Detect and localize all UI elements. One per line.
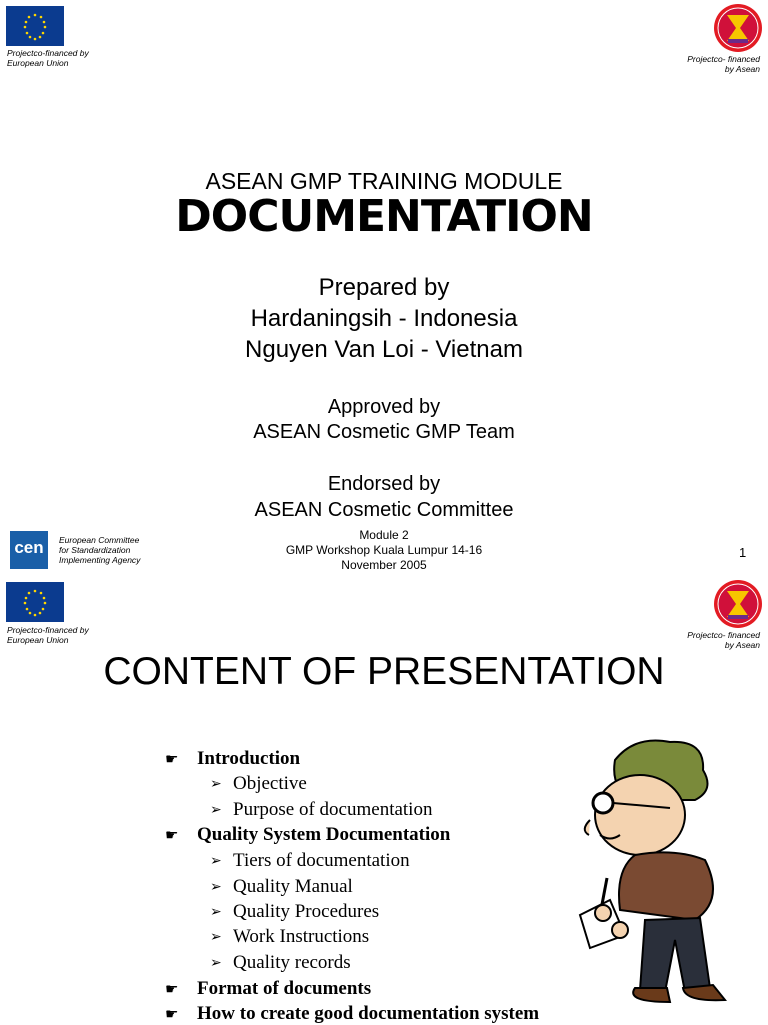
list-item: Quality System Documentation [197,824,451,845]
list-item: How to create good documentation system [197,1003,540,1024]
page-number: 1 [739,545,747,560]
asean-caption: Projectco- financed by Asean [687,54,760,74]
arrow-bullet-icon: ➢ [210,878,222,894]
eu-caption: Projectco-financed by European Union [7,48,89,68]
cartoon-character-illustration [575,730,735,1015]
asean-logo-icon [713,3,763,58]
sub-list-item: Quality Procedures [233,901,380,922]
sub-list-item: Purpose of documentation [233,799,433,820]
pointing-hand-bullet-icon: ☛ [165,981,179,998]
sub-list-item: Quality records [233,952,351,973]
slide-footer: Module 2 GMP Workshop Kuala Lumpur 14-16 November 2005 [285,528,483,572]
list-item: Format of documents [197,978,372,999]
arrow-bullet-icon: ➢ [210,928,222,944]
cen-caption: European Committee for Standardization Implementing Agency [59,535,141,565]
arrow-bullet-icon: ➢ [210,852,222,868]
sub-list-item: Quality Manual [233,876,353,897]
pointing-hand-bullet-icon: ☛ [165,751,179,768]
pointing-hand-bullet-icon: ☛ [165,1006,179,1023]
sub-list-item: Work Instructions [233,926,370,947]
asean-logo-icon [713,579,763,634]
arrow-bullet-icon: ➢ [210,775,222,791]
eu-caption: Projectco-financed by European Union [7,625,89,645]
eu-flag-icon [6,6,64,46]
sub-list-item: Tiers of documentation [233,850,410,871]
arrow-bullet-icon: ➢ [210,801,222,817]
slide-title: CONTENT OF PRESENTATION [103,650,665,693]
approved-by: Approved by ASEAN Cosmetic GMP Team [253,396,515,443]
page-title: DOCUMENTATION [175,191,593,242]
sub-list-item: Objective [233,773,307,794]
cen-logo-icon: cen [10,531,48,569]
list-item: Introduction [197,748,301,769]
pointing-hand-bullet-icon: ☛ [165,827,179,844]
module-title: ASEAN GMP TRAINING MODULE [205,168,563,194]
asean-caption: Projectco- financed by Asean [687,630,760,650]
endorsed-by: Endorsed by ASEAN Cosmetic Committee [254,473,514,521]
prepared-by: Prepared by Hardaningsih - Indonesia Nguyen Van Loi - Vietnam [245,274,523,363]
eu-flag-icon [6,582,64,622]
arrow-bullet-icon: ➢ [210,954,222,970]
arrow-bullet-icon: ➢ [210,903,222,919]
